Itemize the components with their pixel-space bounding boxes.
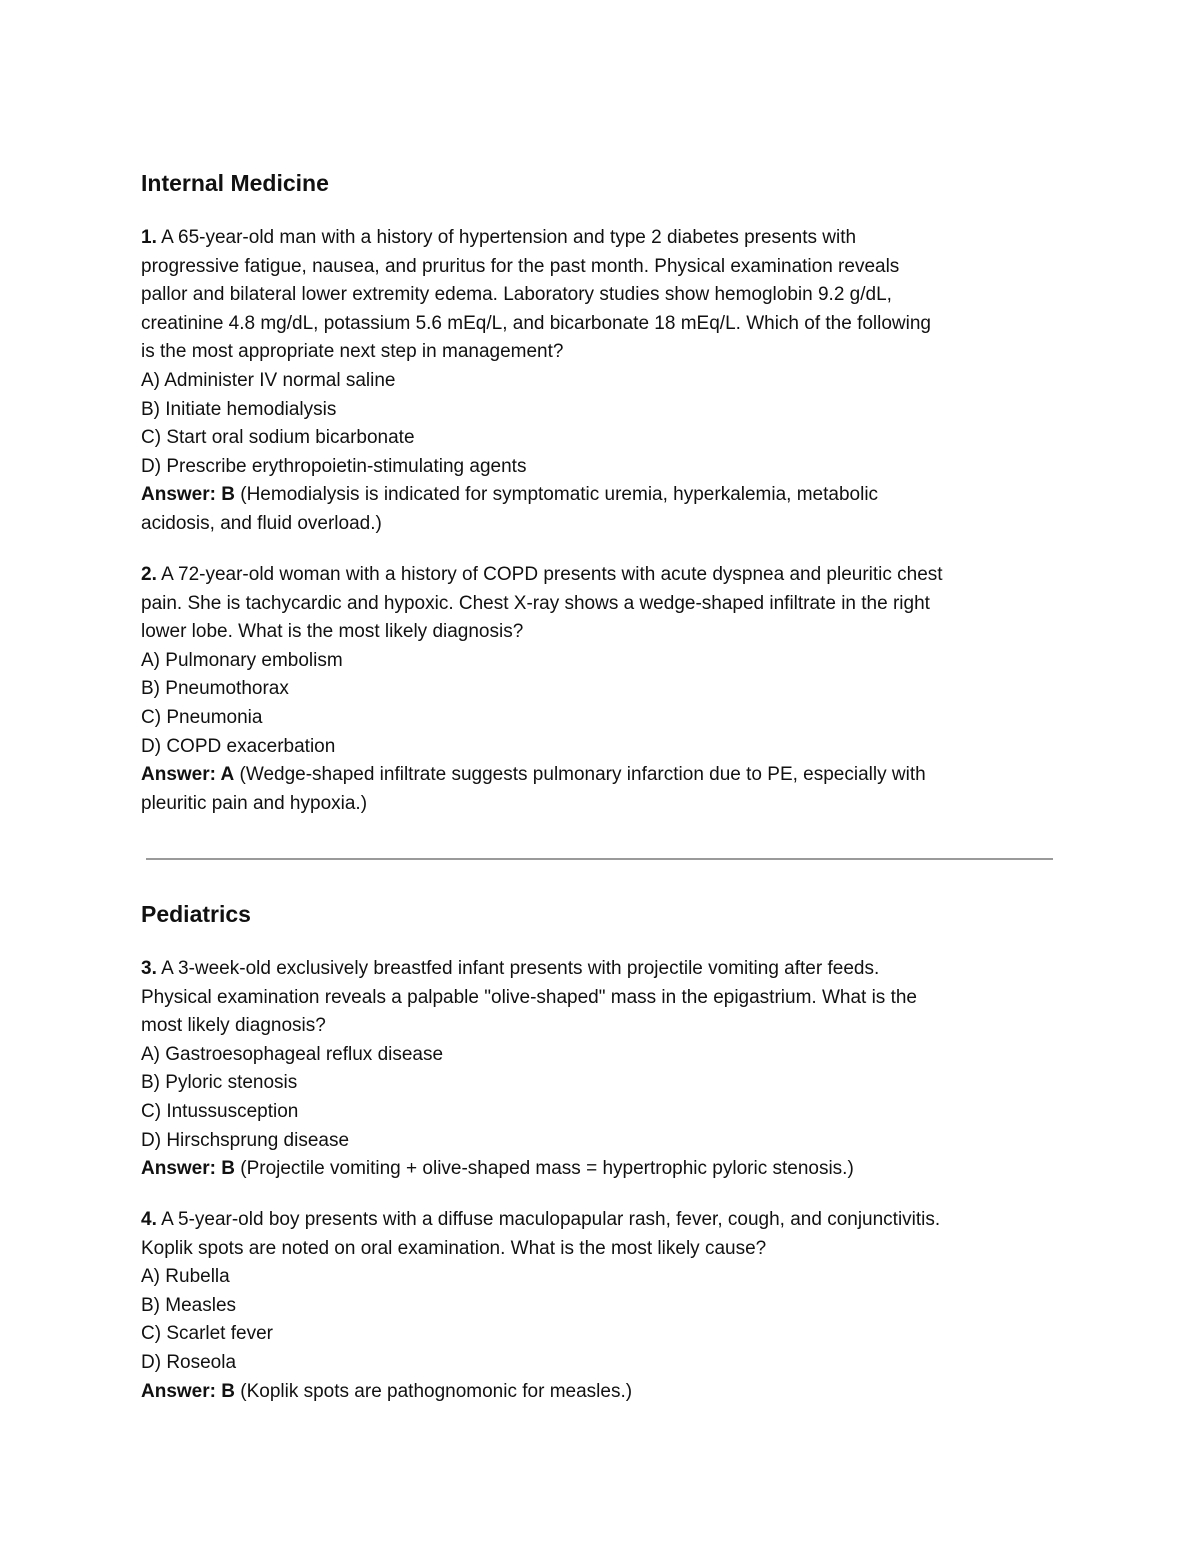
answer-option-c: C) Start oral sodium bicarbonate (141, 427, 415, 449)
question-stem-text: A 65-year-old man with a history of hypertension and type 2 diabetes presents with (161, 227, 857, 248)
question-stem-line: progressive fatigue, nausea, and pruritus for the past month. Physical examination reveals (141, 255, 900, 277)
answer-option-b: B) Pneumothorax (141, 678, 289, 700)
answer-label: Answer: A (141, 764, 235, 786)
question-stem-line: creatinine 4.8 mg/dL, potassium 5.6 mEq/L, and bicarbonate 18 mEq/L. Which of the following (141, 312, 932, 334)
answer-option-a: A) Administer IV normal saline (141, 369, 396, 391)
section-divider (146, 858, 1053, 860)
question-1 (141, 224, 931, 539)
question-stem-line (141, 1206, 940, 1235)
answer-option-a: A) Gastroesophageal reflux disease (141, 1043, 444, 1065)
question-number: 3. (141, 958, 157, 979)
answer-explanation-line: acidosis, and fluid overload.) (141, 512, 382, 534)
question-stem-line: pallor and bilateral lower extremity edema. Laboratory studies show hemoglobin 9.2 g/dL, (141, 284, 892, 306)
answer-line (141, 1378, 940, 1407)
question-stem-line (141, 224, 931, 253)
section-title-internal-medicine: Internal Medicine (141, 170, 329, 196)
question-number: 4. (141, 1209, 157, 1230)
question-stem-text: A 3-week-old exclusively breastfed infant presents with projectile vomiting after feeds. (161, 958, 880, 979)
question-stem-line: pain. She is tachycardic and hypoxic. Chest X-ray shows a wedge-shaped infiltrate in the right (141, 592, 930, 614)
question-stem-line (141, 955, 917, 984)
answer-label: Answer: B (141, 484, 235, 506)
question-2 (141, 561, 943, 818)
answer-option-c: C) Pneumonia (141, 706, 263, 728)
answer-explanation: (Projectile vomiting + olive-shaped mass = hypertrophic pyloric stenosis.) (240, 1158, 854, 1180)
answer-option-a: A) Pulmonary embolism (141, 649, 343, 671)
answer-line (141, 481, 931, 510)
question-stem-line: most likely diagnosis? (141, 1015, 326, 1037)
answer-explanation: (Hemodialysis is indicated for symptomatic uremia, hyperkalemia, metabolic (240, 484, 879, 506)
section-title-pediatrics: Pediatrics (141, 901, 251, 927)
question-3 (141, 955, 917, 1184)
question-stem-line: Physical examination reveals a palpable "olive-shaped" mass in the epigastrium. What is the (141, 986, 917, 1008)
answer-option-d: D) Roseola (141, 1351, 237, 1373)
question-stem-text: A 72-year-old woman with a history of COPD presents with acute dyspnea and pleuritic chest (161, 564, 943, 585)
answer-option-b: B) Measles (141, 1294, 237, 1316)
answer-line (141, 761, 943, 790)
answer-label: Answer: B (141, 1158, 235, 1180)
question-stem-line: lower lobe. What is the most likely diagnosis? (141, 621, 524, 643)
question-stem-text: A 5-year-old boy presents with a diffuse maculopapular rash, fever, cough, and conjunctivitis. (161, 1209, 941, 1230)
question-stem-line (141, 561, 943, 590)
question-stem-line: is the most appropriate next step in management? (141, 341, 564, 363)
answer-explanation: (Koplik spots are pathognomonic for measles.) (240, 1380, 633, 1402)
answer-option-d: D) COPD exacerbation (141, 735, 336, 757)
answer-explanation-line: pleuritic pain and hypoxia.) (141, 792, 368, 814)
answer-option-b: B) Initiate hemodialysis (141, 398, 337, 420)
answer-option-d: D) Prescribe erythropoietin-stimulating agents (141, 455, 527, 477)
question-number: 2. (141, 564, 157, 585)
answer-option-a: A) Rubella (141, 1266, 230, 1288)
question-stem-line: Koplik spots are noted on oral examination. What is the most likely cause? (141, 1237, 767, 1259)
answer-option-b: B) Pyloric stenosis (141, 1072, 298, 1094)
answer-option-d: D) Hirschsprung disease (141, 1129, 350, 1151)
answer-option-c: C) Scarlet fever (141, 1323, 273, 1345)
answer-label: Answer: B (141, 1380, 235, 1402)
question-number: 1. (141, 227, 157, 248)
answer-explanation: (Wedge-shaped infiltrate suggests pulmonary infarction due to PE, especially with (239, 764, 926, 786)
answer-line (141, 1155, 917, 1184)
question-4 (141, 1206, 940, 1406)
answer-option-c: C) Intussusception (141, 1100, 299, 1122)
